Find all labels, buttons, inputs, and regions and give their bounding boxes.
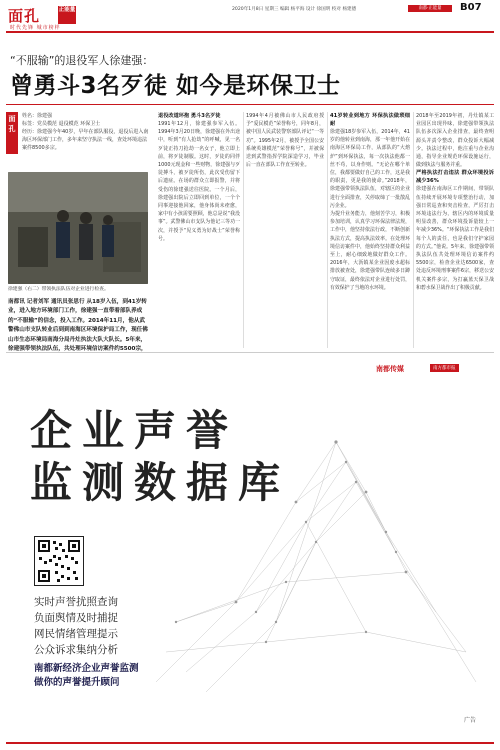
page-number: B07 <box>460 2 482 13</box>
edition-line: 2020年1月8日 星期三 编辑 杨平海 设计 徐国明 校对 杨建德 <box>232 7 357 12</box>
bio-box <box>22 112 150 152</box>
section-subhead: 退役改道环抱 勇斗3名歹徒 <box>158 113 221 119</box>
qr-code-icon[interactable] <box>34 536 84 586</box>
section-text: 徐建强在南海区工作期间，带领队伍持续开展环境专项整治行动，加强日常巡查和突击检查，严厉打击环境违法行为，辖区内的环境质量明显改善，群众环境投诉量较上一年减少36%。“环保执法工作是我们每个人的责任，也是我们守护家园的方式。”他说。5年来，徐建强带领执法队伍共处理环境信访案件约5500宗，检查企业达6500家，查处违反环境刑事案件6宗，移送公安机关案件多宗，为打赢蓝天保卫战和碧水保卫战作出了积极贡献。 <box>416 186 494 291</box>
side-badge: 面孔 <box>6 112 18 154</box>
article-headline: 曾勇斗3名歹徒 如今是环保卫士 <box>10 73 341 99</box>
section-text: 1994年4月被佛山市人民政府授予“爱民模范”荣誉称号，同年8月，被中国人民武装警察部队评记“一等功”。1995年2月，被授予全国公安系统英雄模范“荣誉称号”，并被保送到武警指挥学院深造学习，毕业后一直在部队工作直至转业。 <box>246 113 324 169</box>
article-column-1 <box>158 112 240 348</box>
ad-feature-item: 负面舆情及时捕捉 <box>34 612 118 624</box>
bio-name: 姓名：徐建强 <box>22 113 53 119</box>
article-lead: 南都讯 记者刘军 通讯员张思行 从18岁入伍，到41岁转业，进入地方环境部门工作，徐建强一直带着部队养成的“不服输”的信念，投入工作。2014年11月，他从武警佛山市支队转业后到到南海区环境保护局工作，现任佛山市生态环境局南海分局丹灶执法大队大队长。5年来，徐建强带领执法队伍，共处理环境信访案件约5500宗， <box>8 299 148 353</box>
masthead-title: 面孔 <box>8 7 41 25</box>
section-text: 2018年至2019年初，丹灶镇某工业园区出现异味，徐建强带领执法队伍多次深入企业排查，最终查明源头并责令整改，群众投诉大幅减少。执法过程中，他注重与企业沟通，指导企业规范环保设施运行，做到执法与服务并重。 <box>416 113 494 169</box>
ad-feature-list <box>34 594 118 658</box>
masthead-badge: 正能量 <box>58 6 76 24</box>
bio-tags: 标签：党员模范 退役模范 环保卫士 <box>22 121 101 127</box>
ad-title-line1: 企业声誉 <box>30 406 239 455</box>
ad-feature-item: 公众诉求集纳分析 <box>34 644 118 656</box>
bio-experience: 经历：徐建强今年40岁，早年在部队服役，退役后进入南海区环保部门工作，多年来坚守执法一线，查处环境违法案件8500多宗。 <box>22 129 149 151</box>
ad-slogan-line2: 做你的声誉提升顾问 <box>34 677 120 688</box>
ad-feature-item: 网民情绪管理提示 <box>34 628 118 640</box>
ad-slogan-line1: 南都新经济企业声誉监测 <box>34 663 139 674</box>
headline-rule <box>6 104 494 105</box>
column-divider <box>327 112 328 348</box>
photo-illustration <box>8 172 148 284</box>
article-column-2 <box>246 112 324 348</box>
qr-pattern <box>35 537 83 585</box>
article-photo <box>8 172 148 284</box>
section-subhead: 41岁转业到地方 环保执法做琐细耐 <box>330 113 410 127</box>
section-subhead: 严格执法打击违法 群众环境投诉减少36% <box>416 170 494 185</box>
section-text: 1991年12月，徐建强参军入伍。1994年3月20日晚，徐建强在外出途中，听到“有人抢劫”的呼喊，见一名歹徒正持刀抢劫一名女子，他立即上前，将歹徒制服。这时，歹徒的同伴1000元现金和一些财物，徐建强与歹徒搏斗，被歹徒所伤，此次受伤留下后遗症。在场的群众立即报警，并将受伤的徐建强送往医院。一个月后，徐建强出院后立即回到单位，一个个同事迎接他回家，他身体尚未痊愈，家中有小孩需要照顾，他总是说“我没事”。武警佛山市支队为他记三等功一次，并授予“见义勇为好战士”荣誉称号。 <box>158 121 240 242</box>
section-text: 徐建强18岁参军入伍，2014年，41岁的他转业到南海，那一年他开始在南海区环保局工作，从部队的“大熔炉”到环保执法，每一次执法他都一丝不苟，以身作则。“无论在哪个单位，我都要做好自己的工作，这是我的职责，更是我的使命。”2018年，徐建强带领执法队伍，对辖区的企业进行全面排查，关停取缔了一批散乱污企业。 <box>330 129 410 209</box>
ad-logo: 南都传媒 <box>376 365 404 373</box>
column-divider <box>413 112 414 348</box>
ad-logo-tag: 南方都市报 <box>430 364 459 372</box>
section-text: 为提升业务能力，他刻苦学习，积极参加培训，认真学习环保法律法规，工作中，他坚持依法行政，不断创新执法方式，提高执法效率。在处理环境信访案件中，他始终坚持群众利益至上，耐心细致地做好群众工作。2016年，大沥镇某企业因废水超标排放被查处，徐建强带队连续多日蹲守取证，最终依法对企业进行处罚，有效保护了当地的水环境。 <box>330 211 410 291</box>
article-column-3 <box>330 112 410 348</box>
photo-caption: 徐建强（右二）带领执法队伍对企业进行检查。 <box>8 287 109 292</box>
masthead-slogan: 时代先锋 城市榜样 <box>10 25 61 31</box>
ad-feature-item: 实时声誉扰照查询 <box>34 596 118 608</box>
ad-title-line2: 监测数据库 <box>30 458 291 507</box>
article-kicker: “不服输”的退役军人徐建强： <box>10 54 154 67</box>
top-rule <box>6 31 494 33</box>
bottom-rule <box>6 742 494 744</box>
ad-top-rule <box>6 352 494 353</box>
ad-label: 广告 <box>464 717 477 724</box>
column-divider <box>243 112 244 348</box>
article-column-4 <box>416 112 494 348</box>
page-tag: 南都·正能量 <box>408 5 452 12</box>
